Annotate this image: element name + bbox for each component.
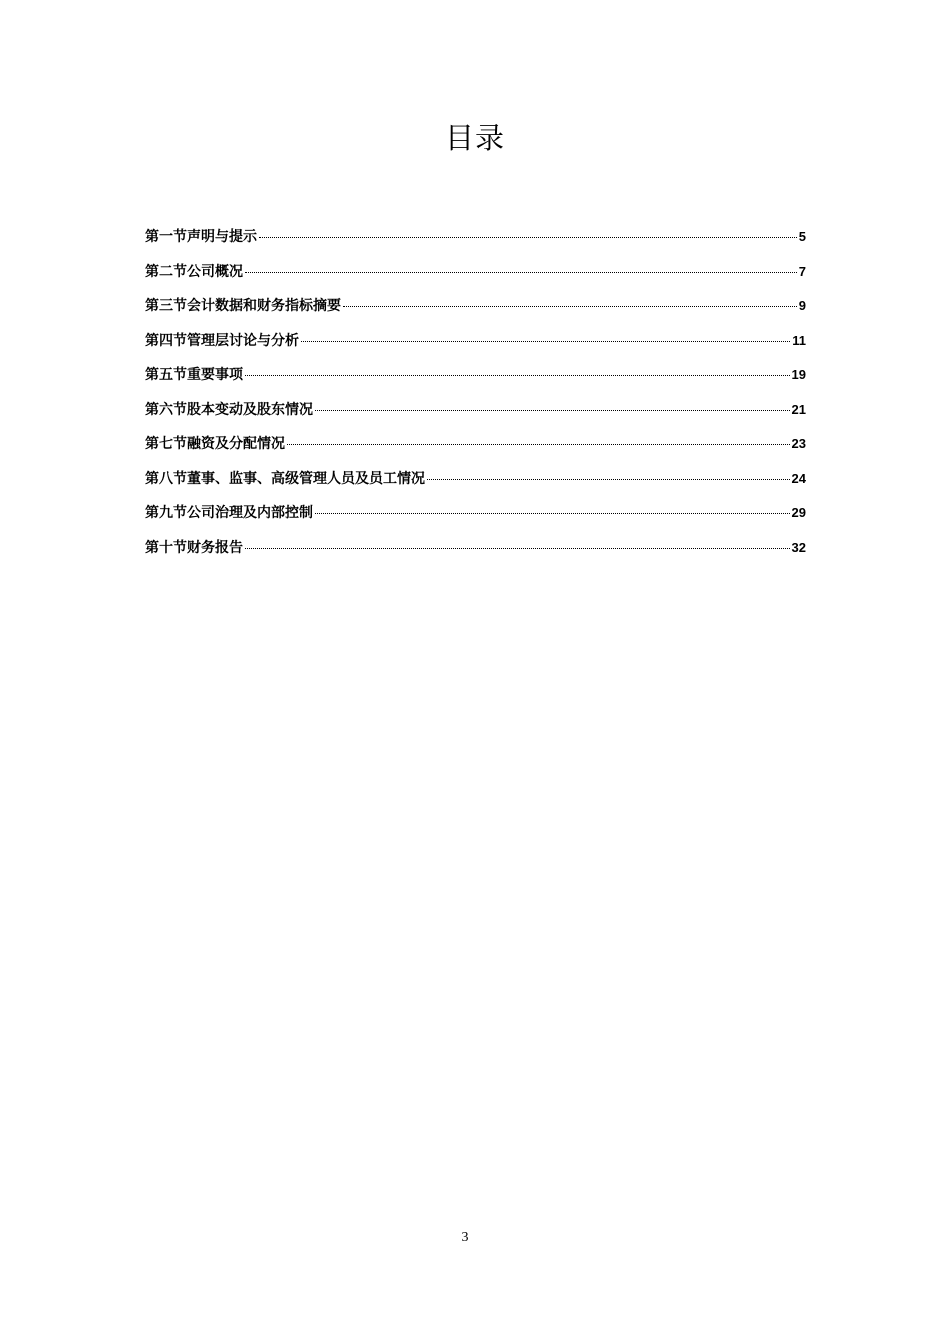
toc-entry-section-7[interactable] xyxy=(145,429,806,464)
toc-dot-leader xyxy=(315,513,790,514)
toc-entry-page: 7 xyxy=(798,263,806,279)
toc-entry-label: 第一节声明与提示 xyxy=(145,229,257,245)
toc-dot-leader xyxy=(315,410,790,411)
toc-dot-leader xyxy=(301,341,790,342)
toc-entry-section-1[interactable] xyxy=(145,222,806,257)
toc-entry-label: 第二节公司概况 xyxy=(145,263,243,280)
toc-entry-page: 19 xyxy=(791,367,806,382)
toc-entry-page: 24 xyxy=(791,470,806,486)
toc-entry-label: 第五节重要事项 xyxy=(145,367,243,383)
toc-entry-page: 9 xyxy=(798,298,806,313)
toc-entry-label: 第六节股本变动及股东情况 xyxy=(145,401,313,418)
toc-dot-leader xyxy=(343,306,797,307)
toc-entry-section-3[interactable] xyxy=(145,291,806,326)
toc-entry-page: 32 xyxy=(791,539,806,555)
toc-entry-label: 第十节财务报告 xyxy=(145,539,243,556)
toc-entry-section-10[interactable] xyxy=(145,533,806,568)
toc-entry-page: 5 xyxy=(798,229,806,244)
toc-dot-leader xyxy=(245,548,790,549)
toc-entry-label: 第八节董事、监事、高级管理人员及员工情况 xyxy=(145,470,425,487)
toc-entry-page: 23 xyxy=(791,436,806,451)
toc-entry-page: 29 xyxy=(791,505,806,520)
toc-entry-label: 第三节会计数据和财务指标摘要 xyxy=(145,298,341,314)
toc-entry-section-9[interactable] xyxy=(145,498,806,533)
toc-dot-leader xyxy=(427,479,790,480)
toc-entry-section-6[interactable] xyxy=(145,395,806,430)
toc-entry-label: 第九节公司治理及内部控制 xyxy=(145,505,313,521)
toc-entry-page: 11 xyxy=(792,332,806,348)
toc-entry-label: 第四节管理层讨论与分析 xyxy=(145,332,299,349)
toc-entry-section-2[interactable] xyxy=(145,257,806,292)
toc-entry-section-4[interactable] xyxy=(145,326,806,361)
page-number: 3 xyxy=(461,1230,469,1245)
toc-entry-page: 21 xyxy=(791,401,806,417)
page-title: 目录 xyxy=(444,121,505,155)
toc-dot-leader xyxy=(287,444,790,445)
toc-dot-leader xyxy=(245,272,797,273)
toc-entry-section-5[interactable] xyxy=(145,360,806,395)
toc-entry-section-8[interactable] xyxy=(145,464,806,499)
toc-dot-leader xyxy=(245,375,790,376)
toc-entry-label: 第七节融资及分配情况 xyxy=(145,436,285,452)
table-of-contents xyxy=(145,222,806,567)
toc-dot-leader xyxy=(259,237,797,238)
